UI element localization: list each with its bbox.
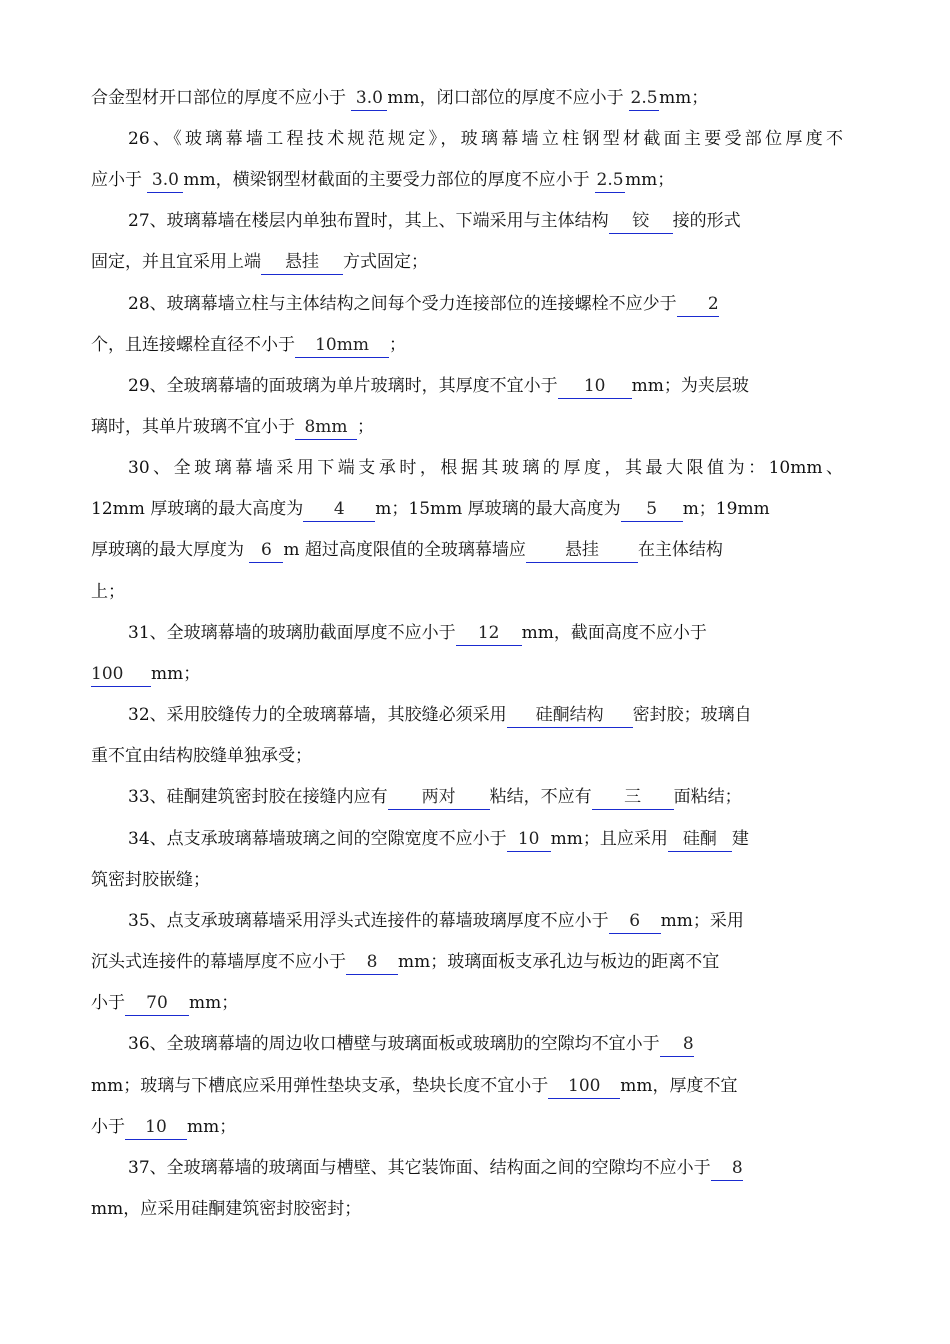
- text-line: [128, 1153, 843, 1183]
- text-segment: 重不宜由结构胶缝单独承受；: [91, 746, 312, 766]
- answer-blank: 2.5: [629, 88, 659, 111]
- answer-blank: 6: [609, 911, 661, 934]
- answer-blank: 三: [592, 787, 674, 810]
- text-segment: 28、玻璃幕墙立柱与主体结构之间每个受力连接部位的连接螺栓不应少于: [128, 294, 677, 314]
- answer-blank: 5: [621, 499, 683, 522]
- answer-blank: 铰: [609, 211, 673, 234]
- text-line: [91, 535, 843, 565]
- text-segment: mm；: [187, 1117, 237, 1137]
- text-segment: 27、玻璃幕墙在楼层内单独布置时，其上、下端采用与主体结构: [128, 211, 609, 231]
- text-segment: m；19mm: [682, 499, 770, 519]
- text-segment: 29、全玻璃幕墙的面玻璃为单片玻璃时，其厚度不宜小于: [128, 376, 558, 396]
- answer-blank: 4: [303, 499, 375, 522]
- answer-blank: 悬挂: [526, 540, 638, 563]
- text-line: [91, 165, 843, 195]
- text-segment: mm；玻璃面板支承孔边与板边的距离不宜: [398, 952, 720, 972]
- text-line: [128, 1029, 843, 1059]
- text-segment: 36、全玻璃幕墙的周边收口槽壁与玻璃面板或玻璃肋的空隙均不宜小于: [128, 1034, 660, 1054]
- text-segment: 小于: [91, 1117, 125, 1137]
- text-line: [128, 371, 843, 401]
- text-line: [91, 659, 843, 689]
- text-line: [91, 988, 843, 1018]
- text-segment: mm，横梁钢型材截面的主要受力部位的厚度不应小于: [183, 170, 596, 190]
- text-line: [128, 289, 843, 319]
- text-line: [91, 865, 843, 895]
- answer-blank: 10mm: [295, 335, 389, 358]
- answer-blank: 两对: [388, 787, 490, 810]
- answer-blank: 8mm: [295, 417, 357, 440]
- answer-blank: 3.0: [351, 88, 387, 111]
- text-line: [91, 741, 843, 771]
- text-segment: 合金型材开口部位的厚度不应小于: [91, 88, 352, 108]
- text-line: [128, 206, 843, 236]
- text-segment: m 超过高度限值的全玻璃幕墙应: [283, 540, 526, 560]
- text-line: [91, 1071, 843, 1101]
- text-segment: 筑密封胶嵌缝；: [91, 870, 210, 890]
- text-segment: ；: [389, 335, 406, 355]
- text-segment: 方式固定；: [343, 252, 428, 272]
- text-segment: 34、点支承玻璃幕墙玻璃之间的空隙宽度不应小于: [128, 829, 507, 849]
- text-segment: mm，应采用硅酮建筑密封胶密封；: [91, 1199, 362, 1219]
- answer-blank: 硅酮: [668, 829, 732, 852]
- text-segment: 33、硅酮建筑密封胶在接缝内应有: [128, 787, 388, 807]
- text-segment: 接的形式: [672, 211, 741, 231]
- text-segment: 厚玻璃的最大厚度为: [91, 540, 250, 560]
- text-line: [128, 124, 843, 154]
- text-segment: 面粘结；: [673, 787, 742, 807]
- text-segment: 32、采用胶缝传力的全玻璃幕墙，其胶缝必须采用: [128, 705, 507, 725]
- text-line: [91, 1112, 843, 1142]
- text-segment: 30、全玻璃幕墙采用下端支承时，根据其玻璃的厚度，其最大限值为：10mm、: [128, 458, 843, 478]
- text-segment: ；: [357, 417, 374, 437]
- text-segment: 沉头式连接件的幕墙厚度不应小于: [91, 952, 346, 972]
- text-line: [128, 824, 843, 854]
- text-segment: 31、全玻璃幕墙的玻璃肋截面厚度不应小于: [128, 623, 456, 643]
- text-line: [91, 577, 843, 607]
- text-segment: 在主体结构: [637, 540, 723, 560]
- text-segment: 小于: [91, 993, 125, 1013]
- answer-blank: 100: [91, 664, 151, 687]
- text-segment: mm；采用: [660, 911, 744, 931]
- answer-blank: 3.0: [147, 170, 183, 193]
- answer-blank: 8: [660, 1034, 694, 1057]
- answer-blank: 100: [548, 1076, 620, 1099]
- text-segment: mm，厚度不宜: [620, 1076, 738, 1096]
- text-line: [91, 494, 843, 524]
- answer-blank: 2: [677, 294, 719, 317]
- answer-blank: 10: [558, 376, 632, 399]
- answer-blank: 10: [507, 829, 551, 852]
- text-segment: mm；为夹层玻: [631, 376, 749, 396]
- text-line: [128, 700, 843, 730]
- text-segment: mm；玻璃与下槽底应采用弹性垫块支承，垫块长度不宜小于: [91, 1076, 549, 1096]
- text-line: [128, 782, 843, 812]
- text-line: [91, 947, 843, 977]
- text-segment: m；15mm 厚玻璃的最大高度为: [375, 499, 621, 519]
- text-segment: mm；: [659, 88, 709, 108]
- answer-blank: 12: [456, 623, 522, 646]
- text-segment: 璃时，其单片玻璃不宜小于: [91, 417, 295, 437]
- text-segment: mm，截面高度不应小于: [521, 623, 707, 643]
- answer-blank: 10: [125, 1117, 187, 1140]
- text-segment: 固定，并且宜采用上端: [91, 252, 261, 272]
- text-line: [91, 330, 843, 360]
- text-line: [91, 412, 843, 442]
- text-segment: 上；: [91, 582, 125, 602]
- text-segment: mm；: [151, 664, 201, 684]
- text-segment: 37、全玻璃幕墙的玻璃面与槽壁、其它装饰面、结构面之间的空隙均不应小于: [128, 1158, 711, 1178]
- text-segment: 26、《玻璃幕墙工程技术规范规定》，玻璃幕墙立柱钢型材截面主要受部位厚度不: [128, 129, 843, 149]
- text-segment: 粘结，不应有: [489, 787, 592, 807]
- text-line: [91, 247, 843, 277]
- answer-blank: 6: [249, 540, 283, 563]
- text-segment: 应小于: [91, 170, 148, 190]
- text-segment: mm，闭口部位的厚度不应小于: [387, 88, 630, 108]
- answer-blank: 硅酮结构: [507, 705, 633, 728]
- text-line: [128, 618, 843, 648]
- answer-blank: 悬挂: [261, 252, 343, 275]
- text-line: [91, 1194, 843, 1224]
- text-line: [128, 453, 843, 483]
- text-segment: 密封胶；玻璃自: [632, 705, 752, 725]
- text-segment: 35、点支承玻璃幕墙采用浮头式连接件的幕墙玻璃厚度不应小于: [128, 911, 609, 931]
- answer-blank: 2.5: [595, 170, 625, 193]
- text-segment: mm；且应采用: [550, 829, 668, 849]
- answer-blank: 70: [125, 993, 189, 1016]
- answer-blank: 8: [346, 952, 398, 975]
- text-line: [91, 83, 843, 113]
- text-segment: mm；: [625, 170, 675, 190]
- answer-blank: 8: [711, 1158, 743, 1181]
- text-segment: 个，且连接螺栓直径不小于: [91, 335, 295, 355]
- text-segment: 12mm 厚玻璃的最大高度为: [91, 499, 304, 519]
- text-segment: mm；: [189, 993, 239, 1013]
- text-line: [128, 906, 843, 936]
- text-segment: 建: [731, 829, 749, 849]
